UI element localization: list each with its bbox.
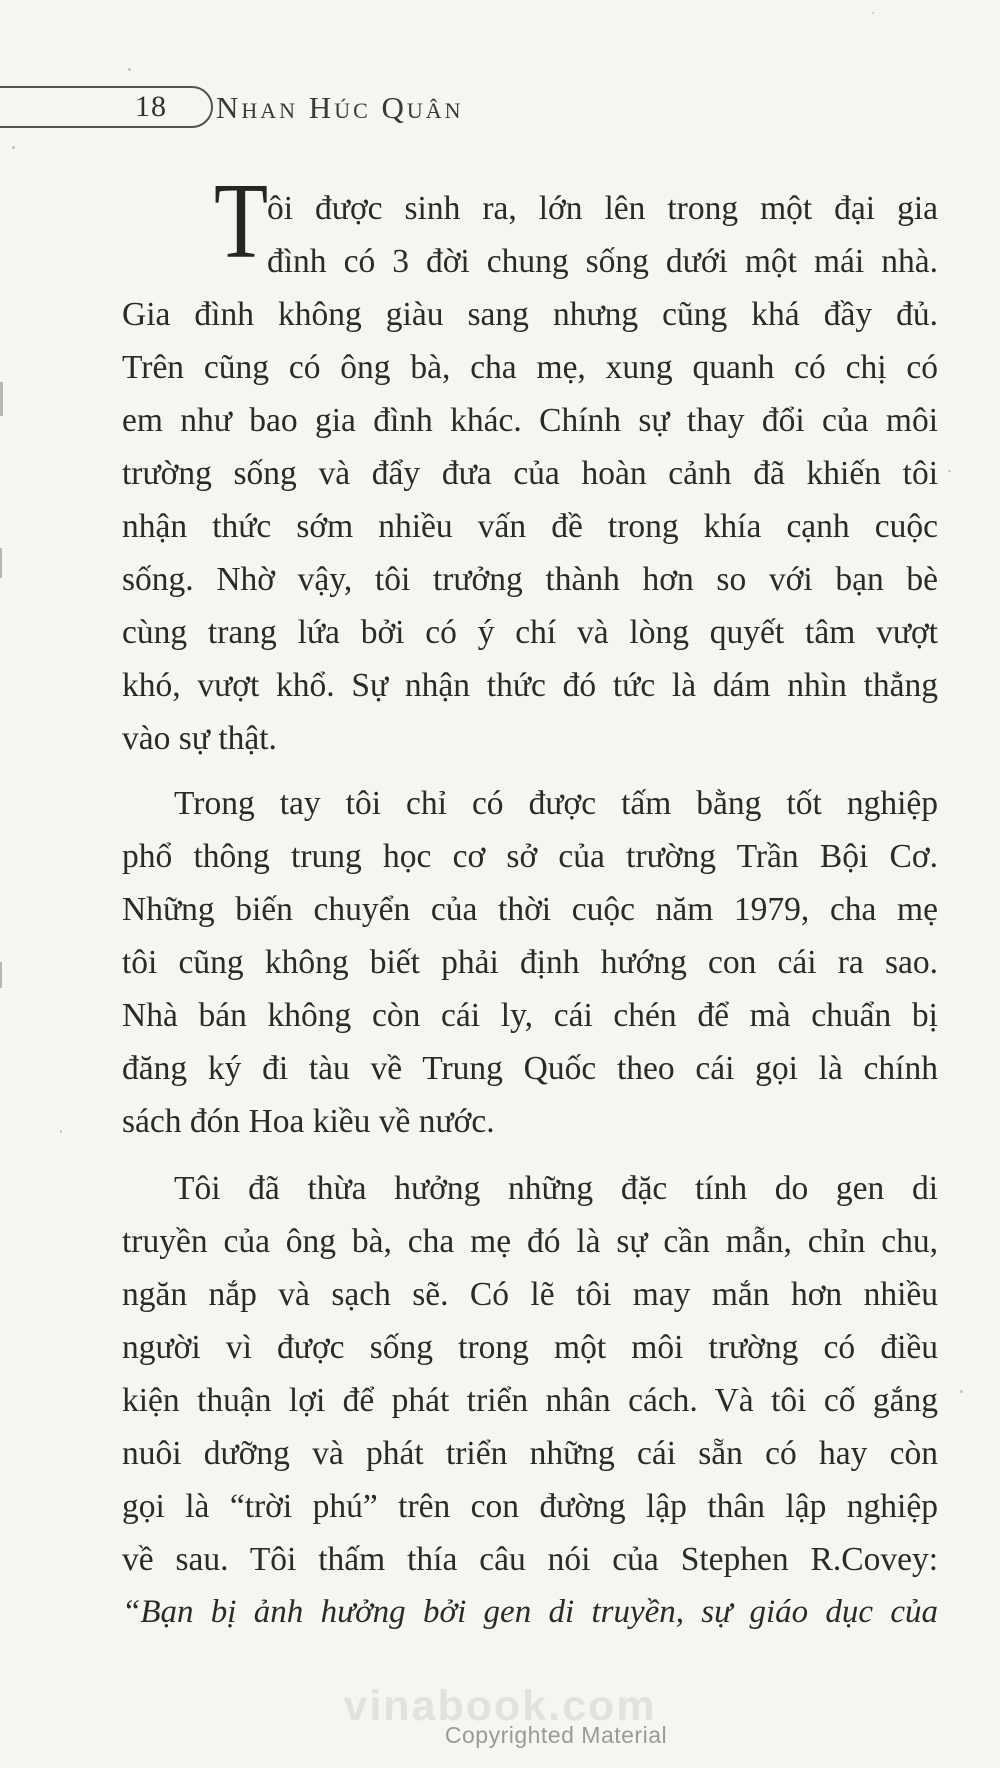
text-line: đăng ký đi tàu về Trung Quốc theo cái gọi là chính [122, 1050, 938, 1087]
scan-edge-mark [0, 382, 3, 416]
text-line: Nhà bán không còn cái ly, cái chén để mà chuẩn bị [122, 997, 938, 1034]
drop-cap: T [214, 162, 269, 281]
text-line: Tôi đã thừa hưởng những đặc tính do gen di [174, 1170, 938, 1207]
text-line: gọi là “trời phú” trên con đường lập thân lập nghiệp [122, 1488, 938, 1525]
scan-speck [948, 470, 951, 472]
text-line: em như bao gia đình khác. Chính sự thay đổi của môi [122, 402, 938, 439]
text-line: sống. Nhờ vậy, tôi trưởng thành hơn so với bạn bè [122, 561, 938, 598]
text-line: vào sự thật. [122, 720, 277, 757]
text-line: Những biến chuyển của thời cuộc năm 1979, cha mẹ [122, 891, 938, 928]
text-line: phổ thông trung học cơ sở của trường Trần Bội Cơ. [122, 838, 938, 875]
text-line: nuôi dưỡng và phát triển những cái sẵn có hay còn [122, 1435, 938, 1472]
text-line: đình có 3 đời chung sống dưới một mái nhà. [267, 243, 938, 280]
text-line: sách đón Hoa kiều về nước. [122, 1103, 495, 1140]
text-line: Trên cũng có ông bà, cha mẹ, xung quanh có chị có [122, 349, 938, 386]
text-line: Gia đình không giàu sang nhưng cũng khá đầy đủ. [122, 296, 938, 333]
text-line: ôi được sinh ra, lớn lên trong một đại gia [267, 190, 938, 227]
scan-speck [60, 1130, 62, 1133]
scan-speck [960, 1390, 963, 1393]
text-line: tôi cũng không biết phải định hướng con cái ra sao. [122, 944, 938, 981]
scan-edge-mark [0, 548, 2, 578]
page-number-pill [0, 86, 213, 128]
body-text [122, 162, 938, 1639]
text-line: ngăn nắp và sạch sẽ. Có lẽ tôi may mắn hơn nhiều [122, 1276, 938, 1313]
scan-speck [12, 146, 15, 149]
scan-speck [128, 68, 131, 71]
text-line: người vì được sống trong một môi trường có điều [122, 1329, 938, 1366]
text-line: nhận thức sớm nhiều vấn đề trong khía cạnh cuộc [122, 508, 938, 545]
scan-edge-mark [0, 962, 2, 988]
copyright-notice: Copyrighted Material [444, 1722, 668, 1748]
vinabook-watermark: vinabook.com [343, 1682, 657, 1730]
text-line: về sau. Tôi thấm thía câu nói của Stephen R.Covey: [122, 1541, 938, 1578]
text-line-quote: “Bạn bị ảnh hưởng bởi gen di truyền, sự giáo dục của [122, 1594, 938, 1630]
text-line: Trong tay tôi chỉ có được tấm bằng tốt nghiệp [174, 785, 938, 822]
page-number: 18 [135, 90, 167, 123]
text-line: khó, vượt khổ. Sự nhận thức đó tức là dám nhìn thẳng [122, 667, 938, 704]
running-header-author: Nhan Húc Quân [216, 90, 464, 125]
text-line: kiện thuận lợi để phát triển nhân cách. Và tôi cố gắng [122, 1382, 938, 1419]
text-line: trường sống và đẩy đưa của hoàn cảnh đã khiến tôi [122, 455, 938, 492]
text-line: truyền của ông bà, cha mẹ đó là sự cần mẫn, chỉn chu, [122, 1223, 938, 1260]
text-line: cùng trang lứa bởi có ý chí và lòng quyết tâm vượt [122, 614, 938, 651]
scan-speck [872, 12, 874, 14]
